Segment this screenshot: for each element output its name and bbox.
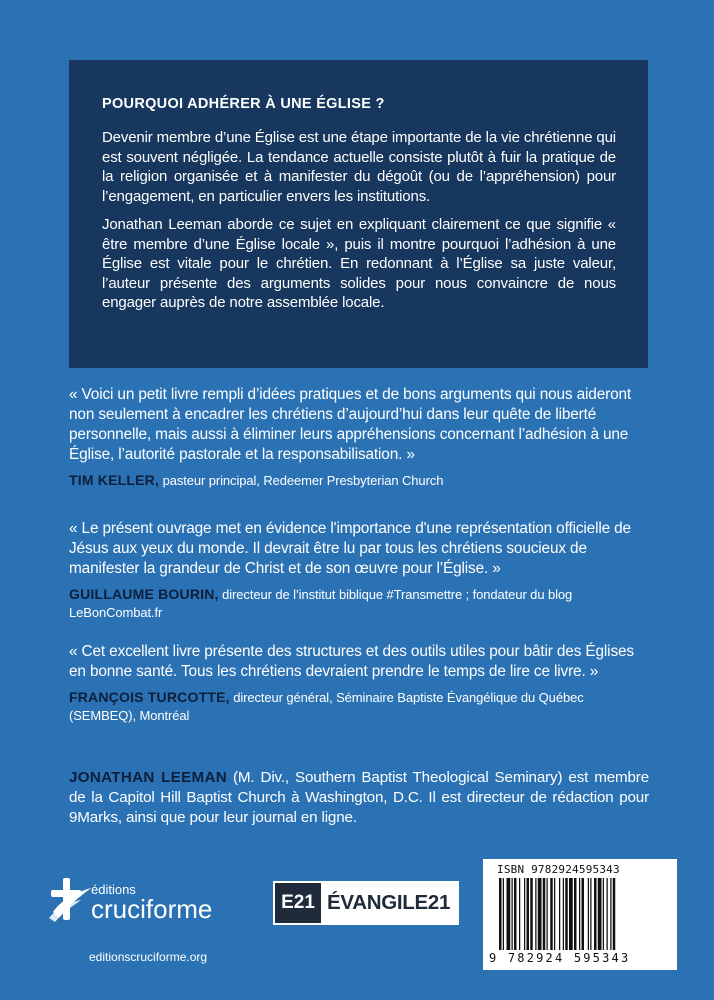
isbn-label: ISBN 9782924595343 [497,863,620,876]
quote-author-role: pasteur principal, Redeemer Presbyterian Church [159,473,444,488]
quote-attribution [69,471,649,490]
cruciforme-logo [47,872,247,932]
summary-title: POURQUOI ADHÉRER À UNE ÉGLISE ? [102,96,385,112]
evangile21-logo [273,881,459,925]
cross-flame-icon [49,878,91,922]
publisher-small: éditions [91,882,136,897]
evangile21-wordmark: ÉVANGILE21 [327,891,451,914]
quote-bourin [69,519,649,622]
bio-author-name: JONATHAN LEEMAN [69,769,228,786]
publisher-url: editionscruciforme.org [89,950,208,964]
quote-text: « Le présent ouvrage met en évidence l'importance d'une représentation officielle de Jésus aux yeux du monde. Il devrait être lu par tous les chrétiens soucieux de manifester la grandeur de Christ et de son œuvre pour l’Église. » [69,520,631,577]
isbn-barcode [483,859,677,970]
quote-author-role: directeur de l’institut biblique #Transmettre ; fondateur du blog LeBonCombat.fr [69,587,573,620]
e21-badge: E21 [275,883,321,923]
quote-turcotte [69,642,649,725]
summary-paragraph-2: Jonathan Leeman aborde ce sujet en expliquant clairement ce que signifie « être membre d’une Église locale », puis il montre pourquoi l’adhésion à une Église est vitale pour le chrétien. En redonnant à l’Église sa juste valeur, l’auteur présente des arguments solides pour nous convaincre de nous engager auprès de notre assemblée locale. [102,216,616,311]
quote-text: « Cet excellent livre présente des structures et des outils utiles pour bâtir des Églises en bonne santé. Tous les chrétiens devraient prendre le temps de lire ce livre. » [69,643,634,680]
author-bio [69,768,649,828]
quote-attribution [69,688,649,725]
quote-author: FRANÇOIS TURCOTTE, [69,689,230,705]
quote-keller [69,385,649,490]
bio-text: (M. Div., Southern Baptist Theological Seminary) est membre de la Capitol Hill Baptist Church à Washington, D.C. Il est directeur de rédaction pour 9Marks, ainsi que pour leur journal en ligne. [69,769,649,826]
summary-box [69,60,648,368]
quote-author-role: directeur général, Séminaire Baptiste Évangélique du Québec (SEMBEQ), Montréal [69,690,584,723]
quote-author: TIM KELLER, [69,472,160,488]
quote-text: « Voici un petit livre rempli d’idées pratiques et de bons arguments qui nous aideront non seulement à encadrer les chrétiens d’aujourd’hui dans leur quête de liberté personnelle, mais aussi à éliminer leurs appréhensions concernant l’adhésion à une Église, l’autorité pastorale et la responsabilisation. » [69,386,632,463]
summary-paragraph-1: Devenir membre d’une Église est une étape importante de la vie chrétienne qui est souvent négligée. La tendance actuelle consiste plutôt à fuir la pratique de la religion organisée et à manifester du dégoût (ou de l’appréhension) pour l’engagement, en particulier envers les institutions. [102,129,616,205]
quote-author: GUILLAUME BOURIN, [69,586,219,602]
isbn-digits: 9 782924 595343 [489,951,631,965]
publisher-name: cruciforme [91,894,213,924]
quote-attribution [69,585,649,622]
